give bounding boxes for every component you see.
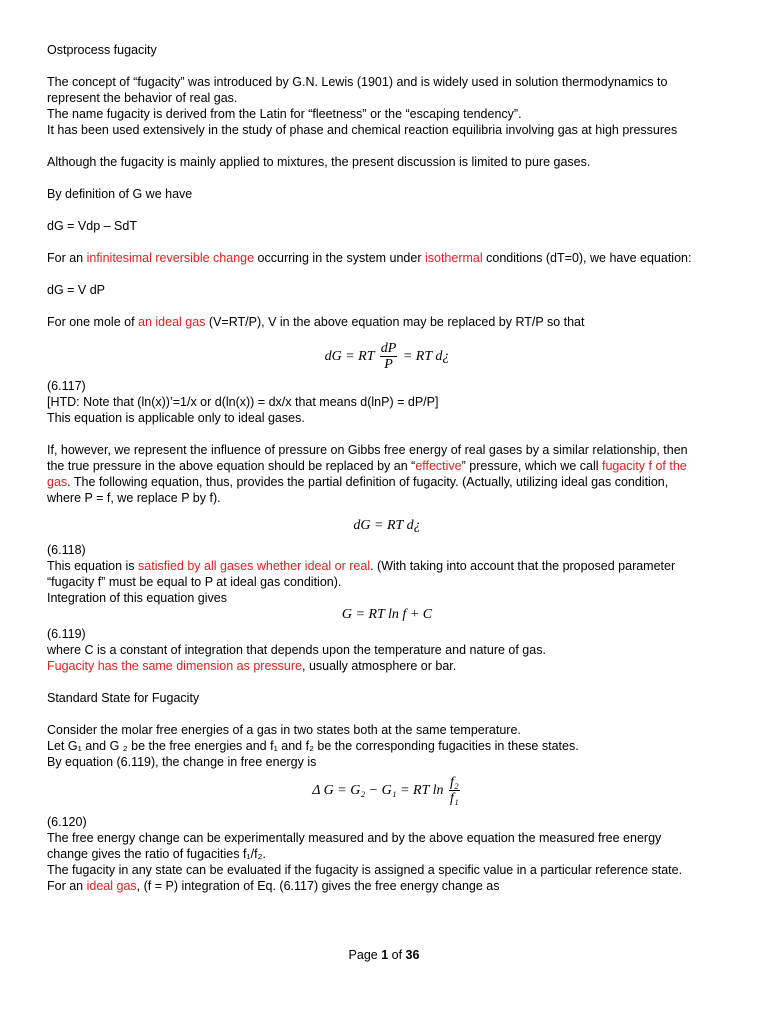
infinitesimal-paragraph: [47, 250, 727, 266]
footer-text: Page: [348, 948, 382, 962]
paragraph-line: Consider the molar free energies of a gas in two states both at the same temperature.: [47, 723, 521, 737]
text-span: This equation is: [47, 559, 139, 573]
equation-fraction: [380, 341, 398, 372]
paragraph-line: By equation (6.119), the change in free energy is: [47, 755, 317, 769]
text-span: , (f = P) integration of Eq. (6.117) gives the free energy change as: [136, 879, 500, 893]
fraction-numerator: f₂: [450, 775, 459, 791]
equation-label-6118: (6.118): [47, 543, 86, 557]
however-paragraph: [47, 442, 727, 506]
intro-line: It has been used extensively in the study of phase and chemical reaction equilibria involving gas at high pressures: [47, 123, 678, 137]
highlight-text: Fugacity has the same dimension as pressure: [47, 659, 302, 673]
text-span: . The following equation, thus, provides the partial definition of fugacity. (Actually, utilizing ideal gas condition,: [67, 475, 669, 489]
text-span: For one mole of: [47, 315, 139, 329]
htd-note: [HTD: Note that (ln(x))’=1/x or d(ln(x)) = dx/x that means d(lnP) = dP/P]: [47, 395, 439, 409]
mixtures-paragraph: Although the fugacity is mainly applied to mixtures, the present discussion is limited to pure gases.: [47, 155, 591, 169]
intro-line: The concept of “fugacity” was introduced by G.N. Lewis (1901) and is widely used in solution thermodynamics to: [47, 75, 668, 89]
equation-part: Δ G = G₂ − G₁ = RT ln: [312, 783, 444, 798]
text-span: . (With taking into account that the proposed parameter: [370, 559, 676, 573]
integration-line: Integration of this equation gives: [47, 591, 227, 605]
paragraph-line: Let G₁ and G ₂ be the free energies and f₁ and f₂ be the corresponding fugacities in these states.: [47, 739, 579, 753]
text-span: the true pressure in the above equation should be replaced by an “: [47, 459, 416, 473]
text-span: , usually atmosphere or bar.: [302, 659, 457, 673]
satisfied-line-2: “fugacity f” must be equal to P at ideal gas condition).: [47, 575, 342, 589]
equation-part: dG = RT: [324, 349, 375, 364]
dimension-line: [47, 658, 727, 674]
fraction-numerator: dP: [380, 341, 397, 357]
highlight-text: an ideal gas: [138, 315, 206, 329]
paragraph-line: where P = f, we replace P by f).: [47, 491, 221, 505]
equation-dG-VdP: dG = V dP: [47, 283, 106, 297]
measured-line: change gives the ratio of fugacities f₁/f₂.: [47, 847, 266, 861]
constant-line: where C is a constant of integration that depends upon the temperature and nature of gas.: [47, 643, 546, 657]
highlight-text: gas: [47, 475, 68, 489]
standard-state-paragraph: [47, 722, 727, 770]
any-state-line: The fugacity in any state can be evaluated if the fugacity is assigned a specific value in a particular reference state.: [47, 863, 683, 877]
page-number: 1: [381, 948, 389, 962]
text-span: ” pressure, which we call: [461, 459, 602, 473]
text-span: (V=RT/P), V in the above equation may be replaced by RT/P so that: [205, 315, 585, 329]
text-span: conditions (dT=0), we have equation:: [482, 251, 692, 265]
definition-line: By definition of G we have: [47, 187, 193, 201]
document-page: [47, 42, 727, 894]
equation-part: = RT d¿: [402, 349, 450, 364]
highlight-text: infinitesimal reversible change: [86, 251, 255, 265]
highlight-text: effective: [415, 459, 462, 473]
paragraph-line: [47, 474, 727, 490]
intro-line: represent the behavior of real gas.: [47, 91, 238, 105]
text-span: For an: [47, 251, 87, 265]
equation-dG: dG = Vdp – SdT: [47, 219, 137, 233]
highlight-text: ideal gas: [86, 879, 137, 893]
equation-6117: [47, 340, 727, 374]
document-title: Ostprocess fugacity: [47, 43, 157, 57]
page-footer: [0, 947, 768, 963]
applicable-line: This equation is applicable only to ideal gases.: [47, 411, 305, 425]
page-total: 36: [405, 948, 420, 962]
fraction-denominator: f₁: [450, 791, 459, 807]
satisfied-line: [47, 558, 727, 574]
highlight-text: satisfied by all gases whether ideal or real: [138, 559, 371, 573]
intro-line: The name fugacity is derived from the Latin for “fleetness” or the “escaping tendency”.: [47, 107, 522, 121]
equation-6119: G = RT ln f + C: [341, 607, 433, 622]
ideal-gas-line: [47, 878, 727, 894]
section-heading: Standard State for Fugacity: [47, 691, 200, 705]
equation-label-6120: (6.120): [47, 815, 87, 829]
intro-paragraph: [47, 74, 727, 138]
equation-label-6117: (6.117): [47, 379, 86, 393]
text-span: occurring in the system under: [254, 251, 425, 265]
equation-6120: [47, 772, 727, 810]
footer-text: of: [388, 948, 406, 962]
paragraph-line: [47, 458, 727, 474]
equation-6118: dG = RT d¿: [353, 518, 421, 533]
one-mole-paragraph: [47, 314, 727, 330]
measured-line: The free energy change can be experimentally measured and by the above equation the measured free energy: [47, 831, 662, 845]
text-span: For an: [47, 879, 87, 893]
highlight-text: fugacity f of the: [601, 459, 687, 473]
paragraph-line: If, however, we represent the influence of pressure on Gibbs free energy of real gases by a similar relationship, then: [47, 443, 688, 457]
highlight-text: isothermal: [424, 251, 483, 265]
equation-fraction: [449, 775, 460, 806]
fraction-denominator: P: [384, 357, 393, 373]
equation-label-6119: (6.119): [47, 627, 86, 641]
